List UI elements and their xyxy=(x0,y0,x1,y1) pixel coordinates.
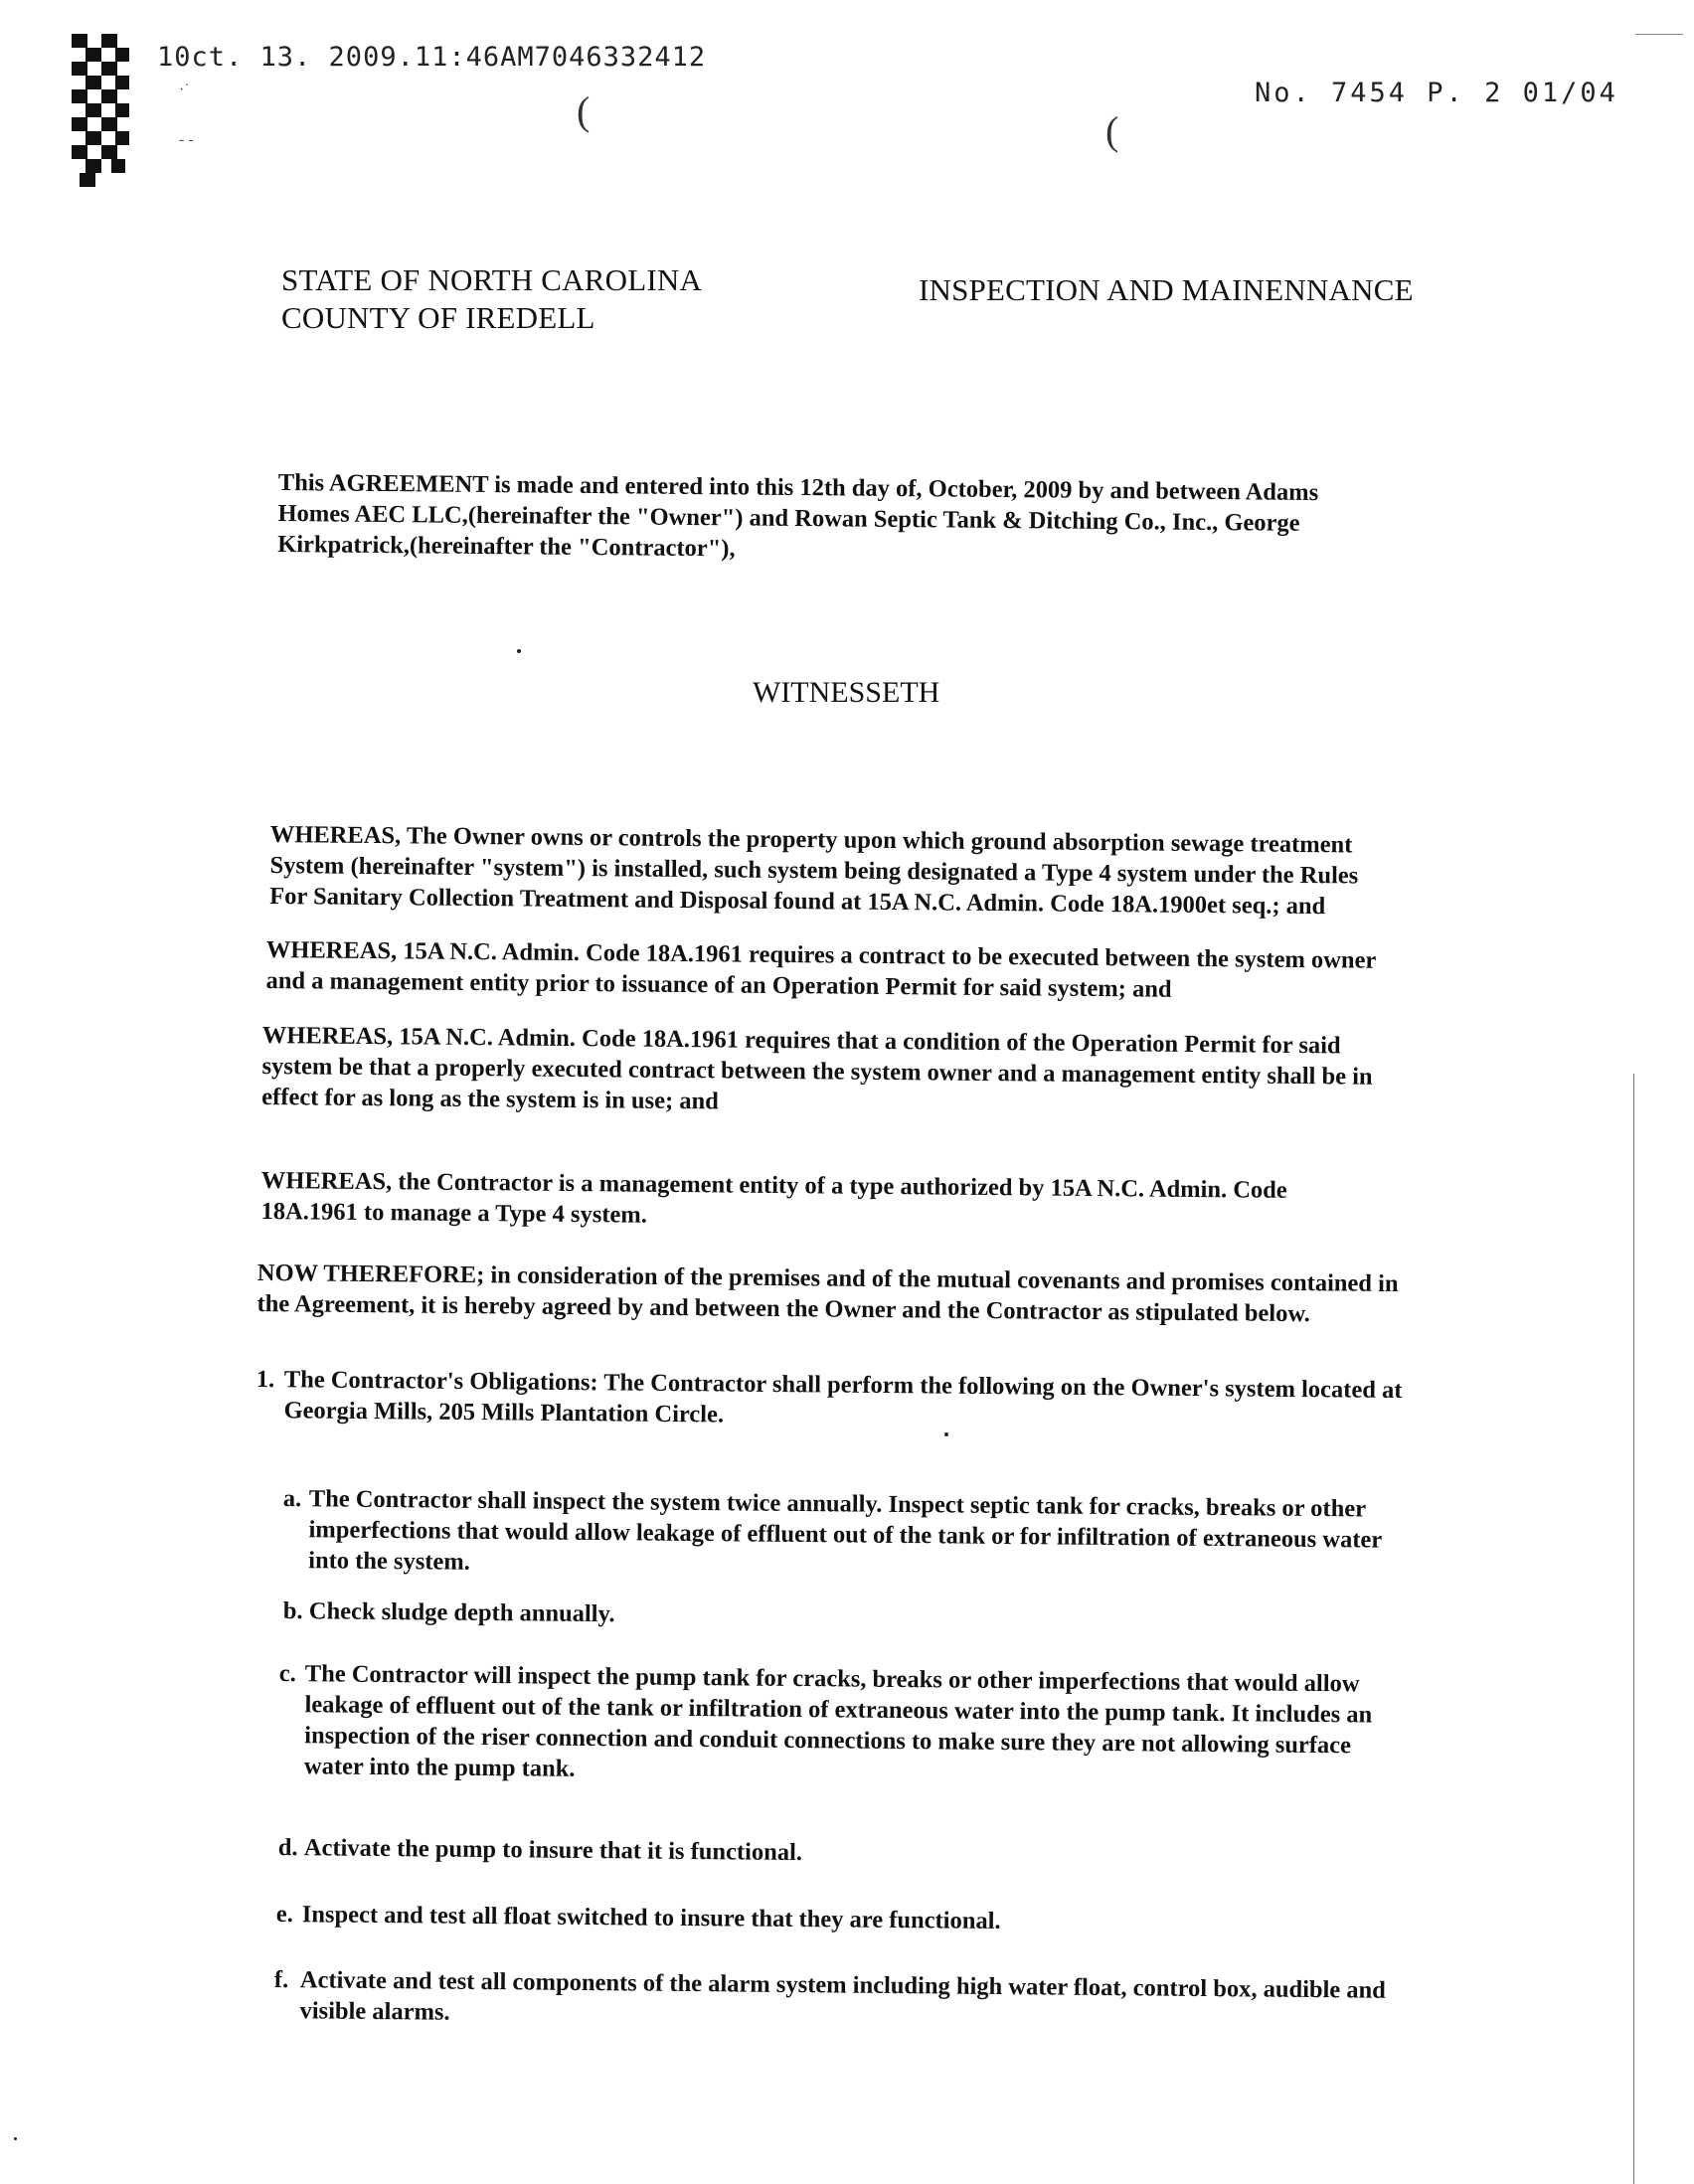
scan-artifact: ( xyxy=(1105,108,1119,153)
document-heading-jurisdiction xyxy=(281,261,702,337)
fax-header-right: No. 7454 P. 2 01/04 xyxy=(1255,78,1618,108)
obligations-section xyxy=(255,1364,1410,1444)
list-marker: a. xyxy=(282,1484,302,1513)
list-item-text: Inspect and test all float switched to insure that they are functional. xyxy=(301,1901,1001,1934)
scan-artifact xyxy=(14,2137,17,2140)
scan-edge-line xyxy=(1633,1074,1634,2184)
whereas-clause: WHEREAS, the Contractor is a management entity of a type authorized by 15A N.C. Admin. Code 18A.1961 to manage a Type 4 system. xyxy=(260,1166,1287,1229)
agreement-intro: This AGREEMENT is made and entered into this 12th day of, October, 2009 by and between Adams Homes AEC LLC,(hereinafter the "Owner") and Rowan Septic Tank & Ditching Co., Inc., George Kirkpatrick,(hereinafter the "Contractor"), xyxy=(277,468,1319,563)
list-item xyxy=(278,1658,1403,1798)
list-marker: d. xyxy=(277,1833,298,1862)
whereas-clause: WHEREAS, 15A N.C. Admin. Code 18A.1961 requires that a condition of the Operation Permit for said system be that a properly executed contract between the system owner and a management entity shall be in effect for as long as the system is in use; and xyxy=(261,1021,1373,1115)
list-item xyxy=(276,1899,1370,1944)
list-item-text: Activate the pump to insure that it is functional. xyxy=(303,1834,803,1867)
document-title: INSPECTION AND MAINENNANCE xyxy=(919,272,1414,307)
scan-artifact: ·˙ xyxy=(179,82,190,98)
state-name: STATE OF NORTH CAROLINA xyxy=(281,262,703,297)
list-item-text: Activate and test all components of the alarm system including high water float, control box, audible and visible alarms. xyxy=(299,1966,1387,2026)
scan-edge-line xyxy=(1635,34,1683,35)
now-therefore-clause: NOW THEREFORE; in consideration of the premises and of the mutual covenants and promises contained in the Agreement, it is hereby agreed by and between the Owner and the Contractor as stipulated below. xyxy=(256,1259,1399,1328)
list-item xyxy=(282,1483,1407,1594)
obligations-text: The Contractor's Obligations: The Contractor shall perform the following on the Owner's system located at Georgia Mills, 205 Mills Plantation Circle. xyxy=(283,1366,1403,1428)
list-marker: f. xyxy=(273,1965,289,1994)
witnesseth-heading: WITNESSETH xyxy=(753,676,940,709)
list-item xyxy=(283,1596,1377,1641)
list-item-text: The Contractor will inspect the pump tank for cracks, breaks or other imperfections that would allow leakage of effluent out of the tank or infiltration of extraneous water into the pump tank. It includes an inspection of the riser connection and conduit connections to make sure they are not allowing surface water into the pump tank. xyxy=(303,1660,1373,1782)
whereas-clause: WHEREAS, The Owner owns or controls the property upon which ground absorption sewage treatment System (hereinafter "system") is installed, such system being designated a Type 4 system under the Rules For Sanitary Collection Treatment and Disposal found at 15A N.C. Admin. Code 18A.1900et seq.; and xyxy=(269,820,1359,921)
whereas-clause: WHEREAS, 15A N.C. Admin. Code 18A.1961 requires a contract to be executed between the system owner and a management entity prior to issuance of an Operation Permit for said system; and xyxy=(265,935,1376,1003)
list-item-text: Check sludge depth annually. xyxy=(308,1597,615,1628)
fax-checker-mark xyxy=(72,34,129,187)
scan-artifact: ( xyxy=(577,88,591,133)
list-marker: 1. xyxy=(255,1365,275,1394)
list-marker: e. xyxy=(275,1900,293,1929)
county-name: COUNTY OF IREDELL xyxy=(281,300,595,335)
scan-artifact xyxy=(517,649,521,653)
scan-artifact: - - xyxy=(179,131,194,148)
list-item xyxy=(273,1964,1398,2045)
list-item xyxy=(278,1832,1372,1878)
list-marker: c. xyxy=(278,1659,296,1688)
list-marker: b. xyxy=(282,1596,303,1625)
list-item-text: The Contractor shall inspect the system twice annually. Inspect septic tank for cracks, breaks or other imperfections that would allow leakage of effluent out of the tank or for infiltration of extraneous water into the system. xyxy=(308,1485,1382,1576)
fax-header-left: 10ct. 13. 2009.11:46AM7046332412 xyxy=(157,42,707,73)
scan-artifact xyxy=(944,1432,948,1436)
